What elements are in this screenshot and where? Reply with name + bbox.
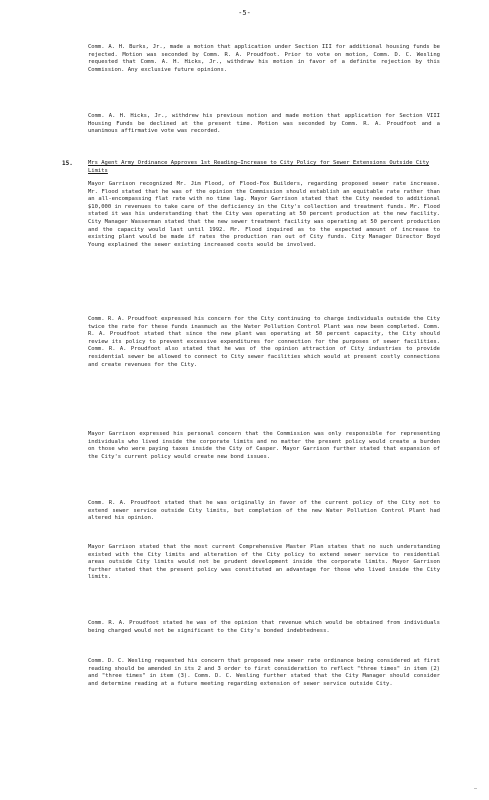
paragraph-proudfoot-revenue: Comm. R. A. Proudfoot stated he was of the opinion that revenue which would be obtained from individuals being charged would not be significant to the City's bonded indebtedness. (88, 620, 440, 634)
paragraph-garrison-master-plan: Mayor Garrison stated that the most current Comprehensive Master Plan states that no such understanding existed with the City limits and alteration of the City policy to extend sewer service to residential areas outside City limits would not be prudent development inside the corporate limits. Mayor Garrison further stated that the present policy was constituted an advantage for those who lived inside the City limits. (88, 544, 440, 581)
paragraph-burks-motion: Comm. A. H. Burks, Jr., made a motion that application under Section III for additional housing funds be rejected. Motion was seconded by Comm. R. A. Proudfoot. Prior to vote on motion, Comm. D. C. Wesling requested that Comm. A. H. Hicks, Jr., withdraw his motion in favor of a definite rejection by this Commission. Any exclusive future opinions. (88, 44, 440, 73)
agenda-item-heading (88, 160, 440, 175)
paragraph-proudfoot-concern: Comm. R. A. Proudfoot expressed his concern for the City continuing to charge individuals outside the City twice the rate for these funds inasmuch as the Water Pollution Control Plant was now been completed. Comm. R. A. Proudfoot stated that since the new plant was operating at 50 percent capacity, the City should review its policy to prevent excessive expenditures for connection for the purposes of sewer facilities. Comm. R. A. Proudfoot also stated that he was of the opinion attraction of City industries to provide residential sewer be allowed to connect to City sewer facilities which would at present costly connections and create revenues for the City. (88, 316, 440, 368)
paragraph-garrison-concern: Mayor Garrison expressed his personal concern that the Commission was only responsible for representing individuals who lived inside the corporate limits and no matter the present policy would create a burden on those who were paying taxes inside the City of Casper. Mayor Garrison further stated that expansion of the City's current policy would create new bond issues. (88, 431, 440, 460)
agenda-item-heading-text: Mrs Agent Army Ordinance Approves 1st Reading—Increase to City Policy for Sewer Extensions Outside City Limits (88, 160, 430, 174)
paragraph-hicks-motion: Comm. A. H. Hicks, Jr., withdrew his previous motion and made motion that application for Section VIII Housing Funds be declined at the present time. Motion was seconded by Comm. R. A. Proudfoot and a unanimous affirmative vote was recorded. (88, 113, 440, 135)
agenda-item-number: 15. (62, 160, 73, 167)
paragraph-flood-rate: Mayor Garrison recognized Mr. Jim Flood, of Flood-Fox Builders, regarding proposed sewer rate increase. Mr. Flood stated that he was of the opinion the Commission should establish an equitable rate rather than an all-encompassing flat rate with no time lag. Mayor Garrison stated that the City needed to additional $10,000 in revenues to take care of the deficiency in the City's collection and treatment funds. Mr. Flood stated it was his understanding that the City was operating at 50 percent production at the new facility. City Manager Wasserman stated that the new sewer treatment facility was operating at 50 percent production and the capacity would last until 1992. Mr. Flood inquired as to the expected amount of increase to existing plant would be made if rates the production ran out of City funds. City Manager Director Boyd Young explained the sewer existing increased costs would be involved. (88, 181, 440, 248)
corner-mark: — (473, 786, 477, 792)
paragraph-wesling-amendment: Comm. D. C. Wesling requested his concern that proposed new sewer rate ordinance being considered at first reading should be amended in its 2 and 3 order to first consideration to reflect "three times" in item (2) and "three times" in item (3). Comm. D. C. Wesling further stated that the City Manager should consider and determine reading at a future meeting regarding extension of sewer service outside City. (88, 658, 440, 687)
paragraph-proudfoot-policy: Comm. R. A. Proudfoot stated that he was originally in favor of the current policy of the City not to extend sewer service outside City limits, but completion of the new Water Pollution Control Plant had altered his opinion. (88, 500, 440, 522)
page-number: -5- (238, 9, 251, 17)
